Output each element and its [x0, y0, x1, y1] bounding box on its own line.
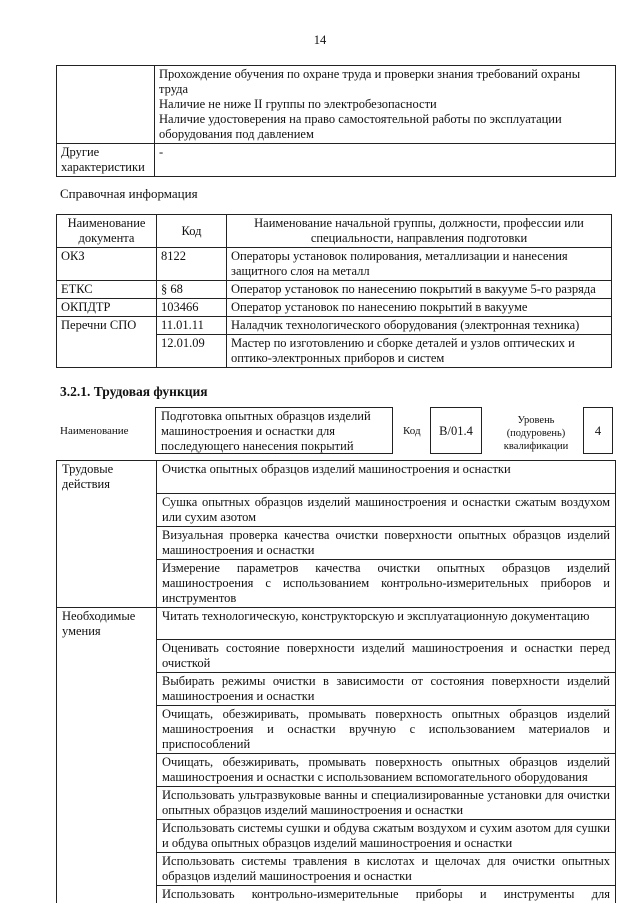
ref-document: ОКПДТР [57, 299, 157, 317]
function-code-label: Код [403, 425, 421, 437]
header-document: Наименование документа [57, 215, 157, 248]
requirements-label-cell [57, 66, 155, 144]
qualification-level-label: Уровень (подуровень) квалификации [503, 415, 569, 452]
table-row [57, 787, 616, 820]
skill-item: Оценивать состояние поверхности изделий машиностроения и оснастки перед очисткой [157, 640, 616, 673]
requirement-item: Прохождение обучения по охране труда и проверки знания требований охраны труда [159, 67, 581, 96]
requirement-item: Наличие удостоверения на право самостоятельной работы по эксплуатации оборудования под давлением [159, 112, 562, 141]
page-number: 14 [313, 33, 327, 47]
ref-code: § 68 [157, 281, 227, 299]
label-spacer [57, 754, 157, 787]
ref-code: 12.01.09 [157, 335, 227, 368]
table-row [57, 317, 612, 335]
labor-action-item: Сушка опытных образцов изделий машиностроения и оснастки сжатым воздухом или сухим азотом [157, 493, 616, 526]
skill-item: Использовать системы травления в кислотах и щелочах для очистки опытных образцов изделий машиностроения и оснастки [157, 853, 616, 886]
table-row [57, 559, 616, 607]
function-name-box: Подготовка опытных образцов изделий машиностроения и оснастки для последующего нанесения покрытий [155, 407, 393, 454]
table-row [57, 673, 616, 706]
ref-document: Перечни СПО [57, 317, 157, 368]
reference-heading: Справочная информация [60, 186, 198, 201]
label-spacer [57, 673, 157, 706]
table-row [57, 640, 616, 673]
function-code-box: В/01.4 [430, 407, 482, 454]
labor-action-item: Измерение параметров качества очистки опытных образцов изделий машиностроения с использованием контрольно-измерительных приборов и инструментов [157, 559, 616, 607]
labor-actions-label: Трудовые действия [57, 461, 157, 494]
table-row [57, 820, 616, 853]
ref-code: 11.01.11 [157, 317, 227, 335]
requirements-table [56, 65, 616, 177]
ref-code: 8122 [157, 248, 227, 281]
ref-document: ОКЗ [57, 248, 157, 281]
table-row [57, 526, 616, 559]
reference-table [56, 214, 612, 368]
label-spacer [57, 640, 157, 673]
table-row [57, 706, 616, 754]
table-row [57, 754, 616, 787]
header-name: Наименование начальной группы, должности, профессии или специальности, направления подготовки [227, 215, 612, 248]
label-spacer [57, 787, 157, 820]
table-row [57, 493, 616, 526]
table-row [57, 853, 616, 886]
table-row [57, 607, 616, 640]
ref-name: Оператор установок по нанесению покрытий в вакууме 5-го разряда [227, 281, 612, 299]
reference-header-row [57, 215, 612, 248]
table-row [57, 248, 612, 281]
ref-document: ЕТКС [57, 281, 157, 299]
skill-item: Очищать, обезжиривать, промывать поверхность опытных образцов изделий машиностроения и оснастки с использованием вспомогательного оборудования [157, 754, 616, 787]
skill-item: Использовать ультразвуковые ванны и специализированные установки для очистки опытных образцов изделий машиностроения и оснастки [157, 787, 616, 820]
skill-item: Очищать, обезжиривать, промывать поверхность опытных образцов изделий машиностроения и оснастки вручную с использованием материалов и приспособлений [157, 706, 616, 754]
labor-function-table [56, 460, 616, 903]
requirements-cell [155, 66, 616, 144]
ref-name: Наладчик технологического оборудования (электронная техника) [227, 317, 612, 335]
ref-code: 103466 [157, 299, 227, 317]
function-name-label: Наименование [60, 425, 129, 437]
skill-item: Читать технологическую, конструкторскую и эксплуатационную документацию [157, 607, 616, 640]
table-row [57, 461, 616, 494]
skill-item: Выбирать режимы очистки в зависимости от состояния поверхности изделий машиностроения и оснастки [157, 673, 616, 706]
other-characteristics-value: - [155, 144, 616, 177]
label-spacer [57, 526, 157, 559]
other-characteristics-label: Другие характеристики [57, 144, 155, 177]
skill-item: Использовать контрольно-измерительные приборы и инструменты для [157, 886, 616, 904]
table-row [57, 299, 612, 317]
table-row [57, 281, 612, 299]
label-spacer [57, 820, 157, 853]
label-spacer [57, 886, 157, 904]
skill-item: Использовать системы сушки и обдува сжатым воздухом и сухим азотом для сушки и обдува опытных образцов изделий машиностроения и оснастки [157, 820, 616, 853]
requirement-item: Наличие не ниже II группы по электробезопасности [159, 97, 437, 111]
label-spacer [57, 559, 157, 607]
label-spacer [57, 706, 157, 754]
labor-action-item: Очистка опытных образцов изделий машиностроения и оснастки [157, 461, 616, 494]
header-code: Код [157, 215, 227, 248]
ref-name: Операторы установок полирования, металлизации и нанесения защитного слоя на металл [227, 248, 612, 281]
ref-name: Оператор установок по нанесению покрытий в вакууме [227, 299, 612, 317]
label-spacer [57, 493, 157, 526]
ref-name: Мастер по изготовлению и сборке деталей и узлов оптических и оптико-электронных приборов и систем [227, 335, 612, 368]
qualification-level-box: 4 [583, 407, 613, 454]
skills-label: Необходимые умения [57, 607, 157, 640]
label-spacer [57, 853, 157, 886]
labor-function-heading: 3.2.1. Трудовая функция [60, 384, 208, 399]
table-row [57, 886, 616, 904]
labor-action-item: Визуальная проверка качества очистки поверхности опытных образцов изделий машиностроения и оснастки [157, 526, 616, 559]
